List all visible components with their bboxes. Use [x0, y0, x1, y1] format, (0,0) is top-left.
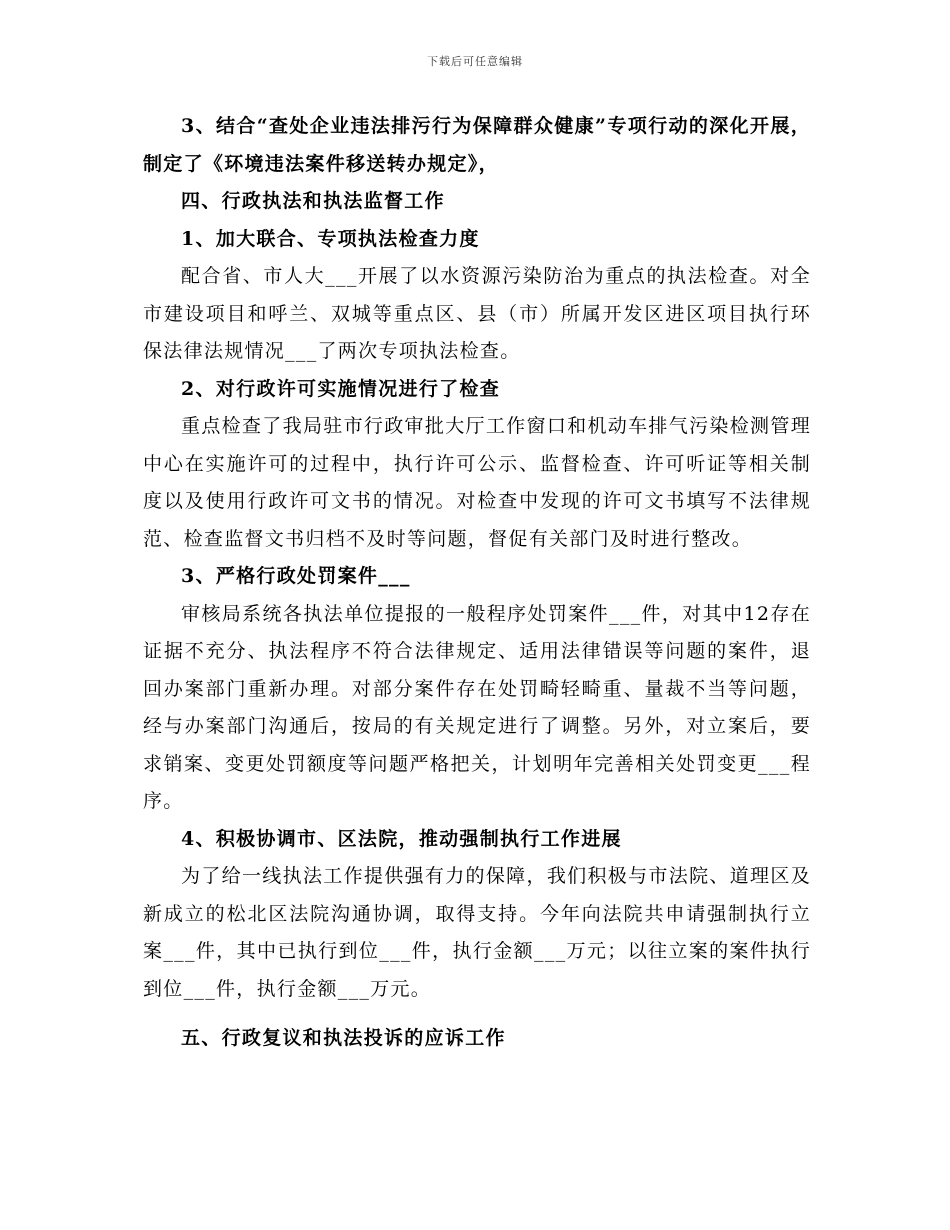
page-header: 下载后可任意编辑 — [427, 55, 523, 68]
subheading-4-1: 1、加大联合、专项执法检查力度 — [181, 227, 480, 250]
document-body — [143, 108, 811, 1058]
subheading-4-4: 4、积极协调市、区法院，推动强制执行工作进展 — [181, 827, 622, 850]
paragraph-4-2: 重点检查了我局驻市行政审批大厅工作窗口和机动车排气污染检测管理中心在实施许可的过程中，执行许可公示、监督检查、许可听证等相关制度以及使用行政许可文书的情况。对检查中发现的许可文书填写不法律规范、检查监督文书归档不及时等问题，督促有关部门及时进行整改。 — [143, 415, 811, 550]
subheading-4-3: 3、严格行政处罚案件___ — [181, 565, 411, 587]
paragraph-4-1: 配合省、市人大___开展了以水资源污染防治为重点的执法检查。对全市建设项目和呼兰、双城等重点区、县（市）所属开发区进区项目执行环保法律法规情况___了两次专项执法检查。 — [143, 265, 811, 362]
section-heading-5: 五、行政复议和执法投诉的应诉工作 — [181, 1027, 506, 1049]
subheading-4-2: 2、对行政许可实施情况进行了检查 — [181, 377, 501, 400]
section-heading-4: 四、行政执法和执法监督工作 — [181, 190, 445, 212]
section-spacer — [143, 1008, 811, 1020]
paragraph-item-3: 3、结合“查处企业违法排污行为保障群众健康”专项行动的深化开展，制定了《环境违法案件移送转办规定》， — [143, 115, 811, 175]
paragraph-4-4: 为了给一线执法工作提供强有力的保障，我们积极与市法院、道理区及新成立的松北区法院沟通协调，取得支持。今年向法院共申请强制执行立案___件，其中已执行到位___件，执行金额___万元；以往立案的案件执行到位___件，执行金额___万元。 — [143, 865, 811, 1000]
paragraph-4-3: 审核局系统各执法单位提报的一般程序处罚案件___件，对其中12存在证据不充分、执法程序不符合法律规定、适用法律错误等问题的案件，退回办案部门重新办理。对部分案件存在处罚畸轻畸重、量裁不当等问题，经与办案部门沟通后，按局的有关规定进行了调整。另外，对立案后，要求销案、变更处罚额度等问题严格把关，计划明年完善相关处罚变更___程序。 — [143, 602, 811, 812]
